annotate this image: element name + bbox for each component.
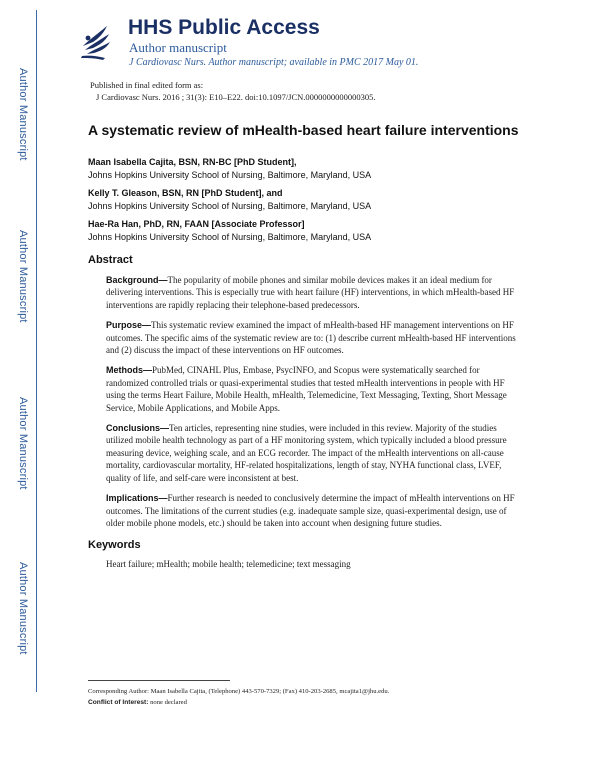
section-text: Further research is needed to conclusively determine the impact of mHealth interventions on HF outcomes. The limitations of the current studies (e.g. inadequate sample size, quasi-experimental design, use of older mobile phone models, etc.) should be taken into account when designing future studies.	[106, 493, 515, 528]
abstract-conclusions	[106, 422, 520, 484]
section-label: Methods—	[106, 365, 152, 376]
sidebar-label: Author Manuscript	[17, 562, 29, 655]
abstract-methods	[106, 364, 520, 414]
author-name: Hae-Ra Han, PhD, RN, FAAN [Associate Professor]	[88, 219, 305, 229]
header-subtitle: Author manuscript	[129, 40, 227, 55]
section-text: This systematic review examined the impact of mHealth-based HF management interventions on HF outcomes. The specific aims of the systematic review are to: (1) describe current mHealth-based HF interventions and (2) discuss the impact of these interventions on HF outcomes.	[106, 320, 516, 356]
sidebar-label: Author Manuscript	[17, 230, 29, 323]
footnote-rule	[88, 680, 230, 681]
abstract-heading: Abstract	[88, 254, 133, 266]
article-title: A systematic review of mHealth-based heart failure interventions	[88, 122, 519, 138]
section-text: Ten articles, representing nine studies, were included in this review. Majority of the studies utilized mobile health technology as part of a HF monitoring system, which typically included a blood pressure measuring device, weighing scale, and an ECG recorder. The impact of the mHealth interventions on all-cause mortality, cardiovascular mortality, HF-related hospitalizations, length of stay, NYHA functional class, LVEF, quality of life, and self-care were inconsistent at best.	[106, 423, 507, 483]
section-label: Conclusions—	[106, 423, 170, 434]
sidebar-label: Author Manuscript	[17, 68, 29, 161]
keywords-heading: Keywords	[88, 539, 141, 552]
conflict-of-interest-note	[88, 697, 528, 708]
abstract-background	[106, 274, 520, 311]
header-citation	[129, 57, 418, 68]
author-entry	[88, 218, 520, 244]
section-text: PubMed, CINAHL Plus, Embase, PsycINFO, and Scopus were systematically searched for randomized controlled trials or quasi-experimental studies that tested mHealth interventions in people with HF using the terms Heart Failure, Mobile Health, mHealth, Telemedicine, Text Messaging, Texting, Short Message Service, Mobile Applications, and Mobile Apps.	[106, 365, 507, 413]
author-entry	[88, 156, 520, 182]
conflict-text: none declared	[148, 699, 187, 706]
abstract-purpose	[106, 319, 520, 356]
header-citation-text: J Cardiovasc Nurs. Author manuscript; available in PMC 2017 May 01.	[129, 57, 419, 68]
section-label: Implications—	[106, 493, 168, 504]
publication-info	[90, 79, 376, 103]
header-title: HHS Public Access	[128, 16, 320, 39]
author-affiliation: Johns Hopkins University School of Nursing, Baltimore, Maryland, USA	[88, 201, 372, 211]
section-text: The popularity of mobile phones and similar mobile devices makes it an ideal medium for delivering interventions. This is especially true with heart failure (HF) interventions, in which mHealth-based HF interventions are rapidly replacing their telephone-based predecessors.	[106, 275, 515, 310]
corresponding-author-note: Corresponding Author: Maan Isabella Cajita, (Telephone) 443-570-7329; (Fax) 410-203-2685, mcajita1@jhu.edu.	[88, 688, 390, 695]
published-label: Published in final edited form as:	[90, 80, 204, 90]
footnotes	[88, 680, 528, 708]
sidebar-rule	[36, 10, 37, 692]
section-label: Background—	[106, 275, 168, 285]
conflict-label: Conflict of Interest:	[88, 699, 149, 706]
sidebar-label: Author Manuscript	[17, 397, 29, 490]
abstract-implications	[106, 492, 520, 529]
author-affiliation: Johns Hopkins University School of Nursing, Baltimore, Maryland, USA	[88, 232, 372, 242]
article-body	[88, 122, 520, 569]
hhs-eagle-logo-icon	[79, 20, 113, 60]
author-affiliation: Johns Hopkins University School of Nursing, Baltimore, Maryland, USA	[88, 170, 372, 180]
keywords-list: Heart failure; mHealth; mobile health; telemedicine; text messaging	[106, 559, 351, 570]
author-entry	[88, 187, 520, 213]
author-name: Kelly T. Gleason, BSN, RN [PhD Student], and	[88, 188, 283, 198]
section-label: Purpose—	[106, 320, 152, 331]
author-list	[88, 156, 520, 244]
journal-reference: J Cardiovasc Nurs. 2016 ; 31(3): E10–E22. doi:10.1097/JCN.0000000000000305.	[96, 92, 376, 102]
author-name: Maan Isabella Cajita, BSN, RN-BC [PhD Student],	[88, 157, 297, 167]
